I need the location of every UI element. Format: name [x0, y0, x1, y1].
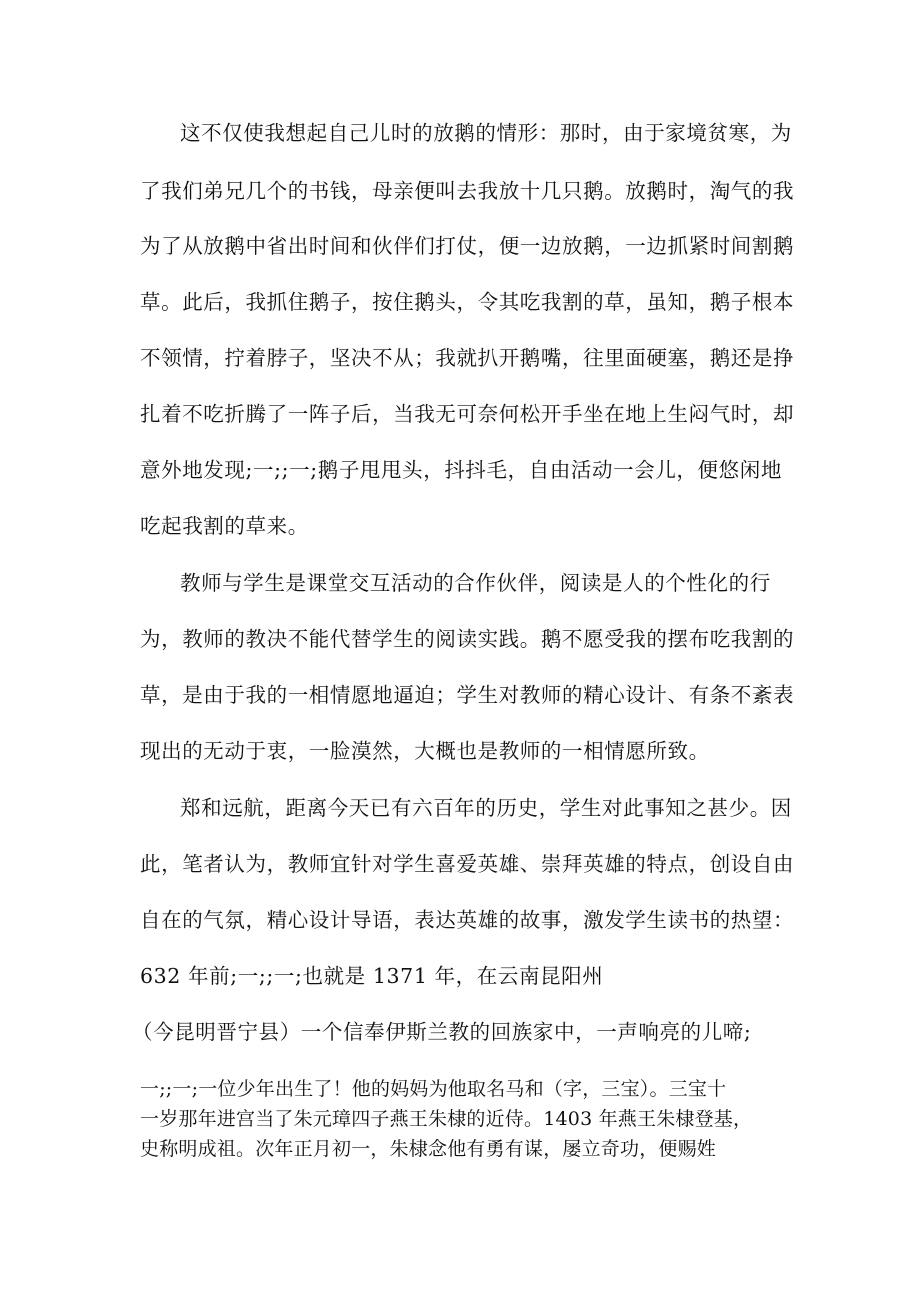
paragraph-3-line-1: 郑和远航，距离今天已有六百年的历史，学生对此事知之甚少。因 — [180, 796, 792, 820]
paragraph-1-line-5: 不领情，拧着脖子，坚决不从；我就扒开鹅嘴，往里面硬塞，鹅还是挣 — [140, 346, 795, 370]
paragraph-2-line-4: 现出的无动于衷，一脸漠然，大概也是教师的一相情愿所致。 — [140, 739, 710, 763]
paragraph-3-line-4: 632 年前;一;;一;也就是 1371 年，在云南昆阳州 — [140, 964, 604, 988]
paragraph-3-line-5: （今昆明晋宁县）一个信奉伊斯兰教的回族家中，一声响亮的儿啼; — [132, 1020, 752, 1044]
paragraph-3-line-8: 史称明成祖。次年正月初一，朱棣念他有勇有谋，屡立奇功，便赐姓 — [140, 1138, 717, 1160]
paragraph-1-line-8: 吃起我割的草来。 — [140, 514, 309, 538]
paragraph-3-line-2: 此，笔者认为，教师宜针对学生喜爱英雄、崇拜英雄的特点，创设自由 — [140, 852, 795, 876]
paragraph-2-line-1: 教师与学生是课堂交互活动的合作伙伴，阅读是人的个性化的行 — [180, 571, 771, 595]
paragraph-3-line-7: 一岁那年进宫当了朱元璋四子燕王朱棣的近侍。1403 年燕王朱棣登基， — [140, 1108, 753, 1130]
paragraph-1-line-7: 意外地发现;一;;一;鹅子甩甩头，抖抖毛，自由活动一会儿，便悠闲地 — [140, 458, 782, 482]
paragraph-1-line-1: 这不仅使我想起自己儿时的放鹅的情形：那时，由于家境贫寒，为 — [180, 121, 792, 145]
paragraph-3-line-3: 自在的气氛，精心设计导语，表达英雄的故事，激发学生读书的热望： — [140, 908, 795, 932]
paragraph-1-line-2: 了我们弟兄几个的书钱，母亲便叫去我放十几只鹅。放鹅时，淘气的我 — [140, 179, 795, 203]
paragraph-1-line-4: 草。此后，我抓住鹅子，按住鹅头，令其吃我割的草，虽知，鹅子根本 — [140, 290, 795, 314]
paragraph-1-line-3: 为了从放鹅中省出时间和伙伴们打仗，便一边放鹅，一边抓紧时间割鹅 — [140, 234, 795, 258]
paragraph-2-line-3: 草，是由于我的一相情愿地逼迫；学生对教师的精心设计、有条不紊表 — [140, 683, 795, 707]
paragraph-2-line-2: 为，教师的教决不能代替学生的阅读实践。鹅不愿受我的摆布吃我割的 — [140, 627, 795, 651]
paragraph-3-line-6: 一;;一;一位少年出生了！他的妈妈为他取名马和（字，三宝）。三宝十 — [140, 1078, 727, 1100]
paragraph-1-line-6: 扎着不吃折腾了一阵子后，当我无可奈何松开手坐在地上生闷气时，却 — [140, 402, 795, 426]
